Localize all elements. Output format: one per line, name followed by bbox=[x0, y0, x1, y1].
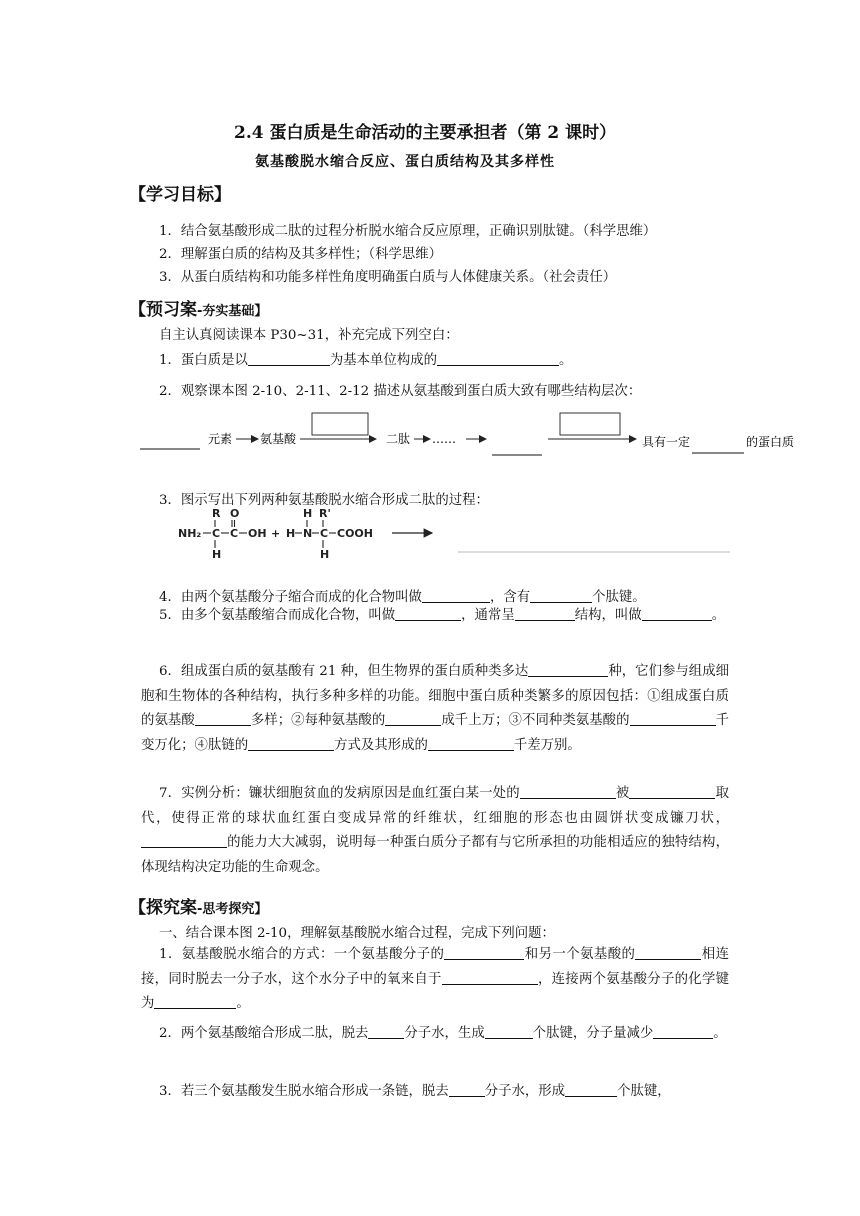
answer-blank[interactable] bbox=[653, 1024, 713, 1039]
preview-q4-a: 4．由两个氨基酸分子缩合而成的化合物叫做 bbox=[159, 590, 422, 605]
explore-heading-main: 【探究案 bbox=[129, 898, 197, 918]
preview-q4-c: 个肽键。 bbox=[592, 590, 646, 605]
preview-q1-c: 。 bbox=[559, 353, 573, 368]
flow-box-2[interactable] bbox=[560, 413, 620, 435]
flow-label-danbaizhi: 的蛋白质 bbox=[746, 435, 795, 449]
explore-q2-c: 个肽键，分子量减少 bbox=[532, 1026, 654, 1041]
explore-q1-b: 和另一个氨基酸的 bbox=[524, 947, 636, 962]
explore-q1-d: ，连接两个氨基酸分子的化学键为 bbox=[141, 971, 730, 1011]
preview-q7-c: 取代，使得正常的球状血红蛋白变成异常的纤维状，红细胞的形态也由圆饼状变成镰刀状， bbox=[141, 786, 730, 826]
flow-label-anjisuan: 氨基酸 bbox=[260, 432, 297, 446]
formula-H-top: H bbox=[303, 507, 313, 520]
answer-blank[interactable] bbox=[444, 945, 524, 960]
explore-q1-a: 1．氨基酸脱水缩合的方式：一个氨基酸分子的 bbox=[159, 947, 445, 962]
answer-blank[interactable] bbox=[195, 711, 251, 726]
formula-OH: OH bbox=[248, 527, 267, 540]
flow-label-juyou: 具有一定 bbox=[642, 435, 691, 449]
answer-blank[interactable] bbox=[528, 662, 608, 677]
preview-q5-d: 。 bbox=[711, 608, 726, 623]
explore-q3-b: 分子水，形成 bbox=[484, 1084, 566, 1099]
dipeptide-formula bbox=[170, 506, 740, 564]
explore-q2-d: 。 bbox=[713, 1026, 727, 1041]
preview-intro: 自主认真阅读课本 P30~31，补充完成下列空白： bbox=[159, 328, 459, 343]
preview-q6-c: 多样；②每种氨基酸的 bbox=[250, 713, 386, 728]
preview-q1-a: 1．蛋白质是以 bbox=[159, 353, 248, 368]
preview-q2: 2．观察课本图 2-10、2-11、2-12 描述从氨基酸到蛋白质大致有哪些结构层次： bbox=[159, 384, 642, 399]
answer-blank[interactable] bbox=[395, 606, 461, 621]
formula-H-bottom1: H bbox=[212, 548, 222, 561]
explore-q3 bbox=[159, 1080, 671, 1099]
explore-heading bbox=[129, 893, 267, 918]
formula-R: R bbox=[212, 507, 221, 520]
answer-blank[interactable] bbox=[630, 711, 716, 726]
formula-NH2: NH₂ bbox=[178, 527, 202, 540]
formula-H-left: H bbox=[286, 527, 296, 540]
explore-q2-a: 2．两个氨基酸缩合形成二肽，脱去 bbox=[159, 1026, 369, 1041]
answer-blank[interactable] bbox=[642, 606, 712, 621]
page-subtitle: 氨基酸脱水缩合反应、蛋白质结构及其多样性 bbox=[255, 154, 555, 170]
preview-q5 bbox=[141, 604, 729, 629]
answer-blank[interactable] bbox=[485, 1024, 533, 1039]
preview-q6 bbox=[141, 660, 729, 758]
formula-H-bottom2: H bbox=[320, 548, 330, 561]
preview-q7-a: 7．实例分析：镰状细胞贫血的发病原因是血红蛋白某一处的 bbox=[159, 786, 520, 801]
answer-blank[interactable] bbox=[141, 833, 227, 848]
answer-blank[interactable] bbox=[248, 351, 330, 366]
formula-O: O bbox=[230, 507, 240, 520]
answer-blank[interactable] bbox=[635, 945, 701, 960]
answer-blank[interactable] bbox=[154, 994, 236, 1009]
explore-q3-c: 个肽键， bbox=[617, 1084, 671, 1099]
structure-flow-diagram bbox=[130, 405, 810, 465]
goals-heading: 【学习目标】 bbox=[129, 185, 231, 205]
flow-label-ertai: 二肽 bbox=[386, 432, 411, 446]
preview-q6-g: 千差万别。 bbox=[513, 737, 581, 753]
preview-heading-tail: -夯实基础】 bbox=[197, 304, 268, 319]
answer-blank[interactable] bbox=[449, 1082, 485, 1097]
answer-blank[interactable] bbox=[437, 351, 559, 366]
formula-C3: C bbox=[320, 527, 329, 540]
preview-q1 bbox=[159, 349, 572, 368]
formula-C2: C bbox=[230, 527, 239, 540]
flow-label-yuansu: 元素 bbox=[208, 432, 233, 446]
answer-blank[interactable] bbox=[565, 1082, 617, 1097]
preview-q6-d: 成千上万；③不同种类氨基酸的 bbox=[441, 713, 630, 728]
answer-blank[interactable] bbox=[422, 588, 490, 603]
preview-q7-b: 被 bbox=[615, 786, 630, 801]
formula-N: N bbox=[303, 527, 313, 540]
preview-q1-b: 为基本单位构成的 bbox=[329, 353, 437, 368]
preview-q6-b: 种，它们参与组成细胞和生物体的各种结构，执行多种多样的功能。细胞中蛋白质种类繁多的原因包括：①组成蛋白质的氨基酸 bbox=[141, 664, 729, 728]
answer-blank[interactable] bbox=[530, 588, 592, 603]
goal-item-1: 1．结合氨基酸形成二肽的过程分析脱水缩合反应原理，正确识别肽键。（科学思维） bbox=[159, 224, 657, 239]
preview-q5-c: 结构，叫做 bbox=[574, 608, 642, 623]
preview-q6-e: 千变万化；④肽链的 bbox=[141, 713, 730, 753]
explore-q3-a: 3．若三个氨基酸发生脱水缩合形成一条链，脱去 bbox=[159, 1084, 449, 1099]
preview-q4-b: ，含有 bbox=[489, 590, 531, 605]
preview-q3: 3．图示写出下列两种氨基酸脱水缩合形成二肽的过程： bbox=[159, 493, 489, 508]
goal-item-3: 3．从蛋白质结构和功能多样性角度明确蛋白质与人体健康关系。（社会责任） bbox=[159, 270, 617, 285]
formula-plus: + bbox=[271, 527, 281, 540]
explore-heading-tail: -思考探究】 bbox=[197, 902, 268, 917]
formula-C1: C bbox=[212, 527, 221, 540]
explore-q1-c: 相连接，同时脱去一分子水，这个水分子中的氧来自于 bbox=[141, 947, 729, 987]
explore-q2 bbox=[141, 1022, 729, 1047]
preview-heading bbox=[129, 295, 267, 320]
answer-blank[interactable] bbox=[442, 970, 538, 985]
answer-blank[interactable] bbox=[520, 784, 616, 799]
formula-Rp: R' bbox=[319, 507, 331, 520]
answer-blank[interactable] bbox=[248, 736, 334, 751]
answer-blank[interactable] bbox=[385, 711, 441, 726]
flow-label-dots: …… bbox=[432, 432, 456, 446]
preview-q6-f: 方式及其形成的 bbox=[334, 737, 428, 753]
preview-q5-b: ，通常呈 bbox=[461, 608, 515, 623]
preview-q7 bbox=[141, 782, 729, 880]
explore-q1-e: 。 bbox=[236, 996, 250, 1011]
page-title: 2.4 蛋白质是生命活动的主要承担者（第 2 课时） bbox=[234, 123, 617, 143]
flow-box-1[interactable] bbox=[312, 413, 368, 435]
preview-q4 bbox=[159, 586, 646, 605]
answer-blank[interactable] bbox=[515, 606, 575, 621]
preview-q7-d: 的能力大大减弱，说明每一种蛋白质分子都有与它所承担的功能相适应的独特结构，体现结构决定功能的生命观念。 bbox=[141, 835, 729, 875]
answer-blank[interactable] bbox=[629, 784, 715, 799]
answer-blank[interactable] bbox=[368, 1024, 404, 1039]
formula-COOH: COOH bbox=[337, 527, 373, 540]
explore-intro: 一、结合课本图 2-10，理解氨基酸脱水缩合过程，完成下列问题： bbox=[159, 926, 555, 941]
goal-item-2: 2．理解蛋白质的结构及其多样性；（科学思维） bbox=[159, 247, 443, 262]
answer-blank[interactable] bbox=[428, 736, 514, 751]
explore-q1 bbox=[141, 943, 729, 1017]
preview-q5-a: 5．由多个氨基酸缩合而成化合物，叫做 bbox=[159, 608, 396, 623]
preview-heading-main: 【预习案 bbox=[129, 300, 197, 320]
preview-q6-a: 6．组成蛋白质的氨基酸有 21 种，但生物界的蛋白质种类多达 bbox=[159, 664, 529, 679]
explore-q2-b: 分子水，生成 bbox=[404, 1026, 485, 1041]
